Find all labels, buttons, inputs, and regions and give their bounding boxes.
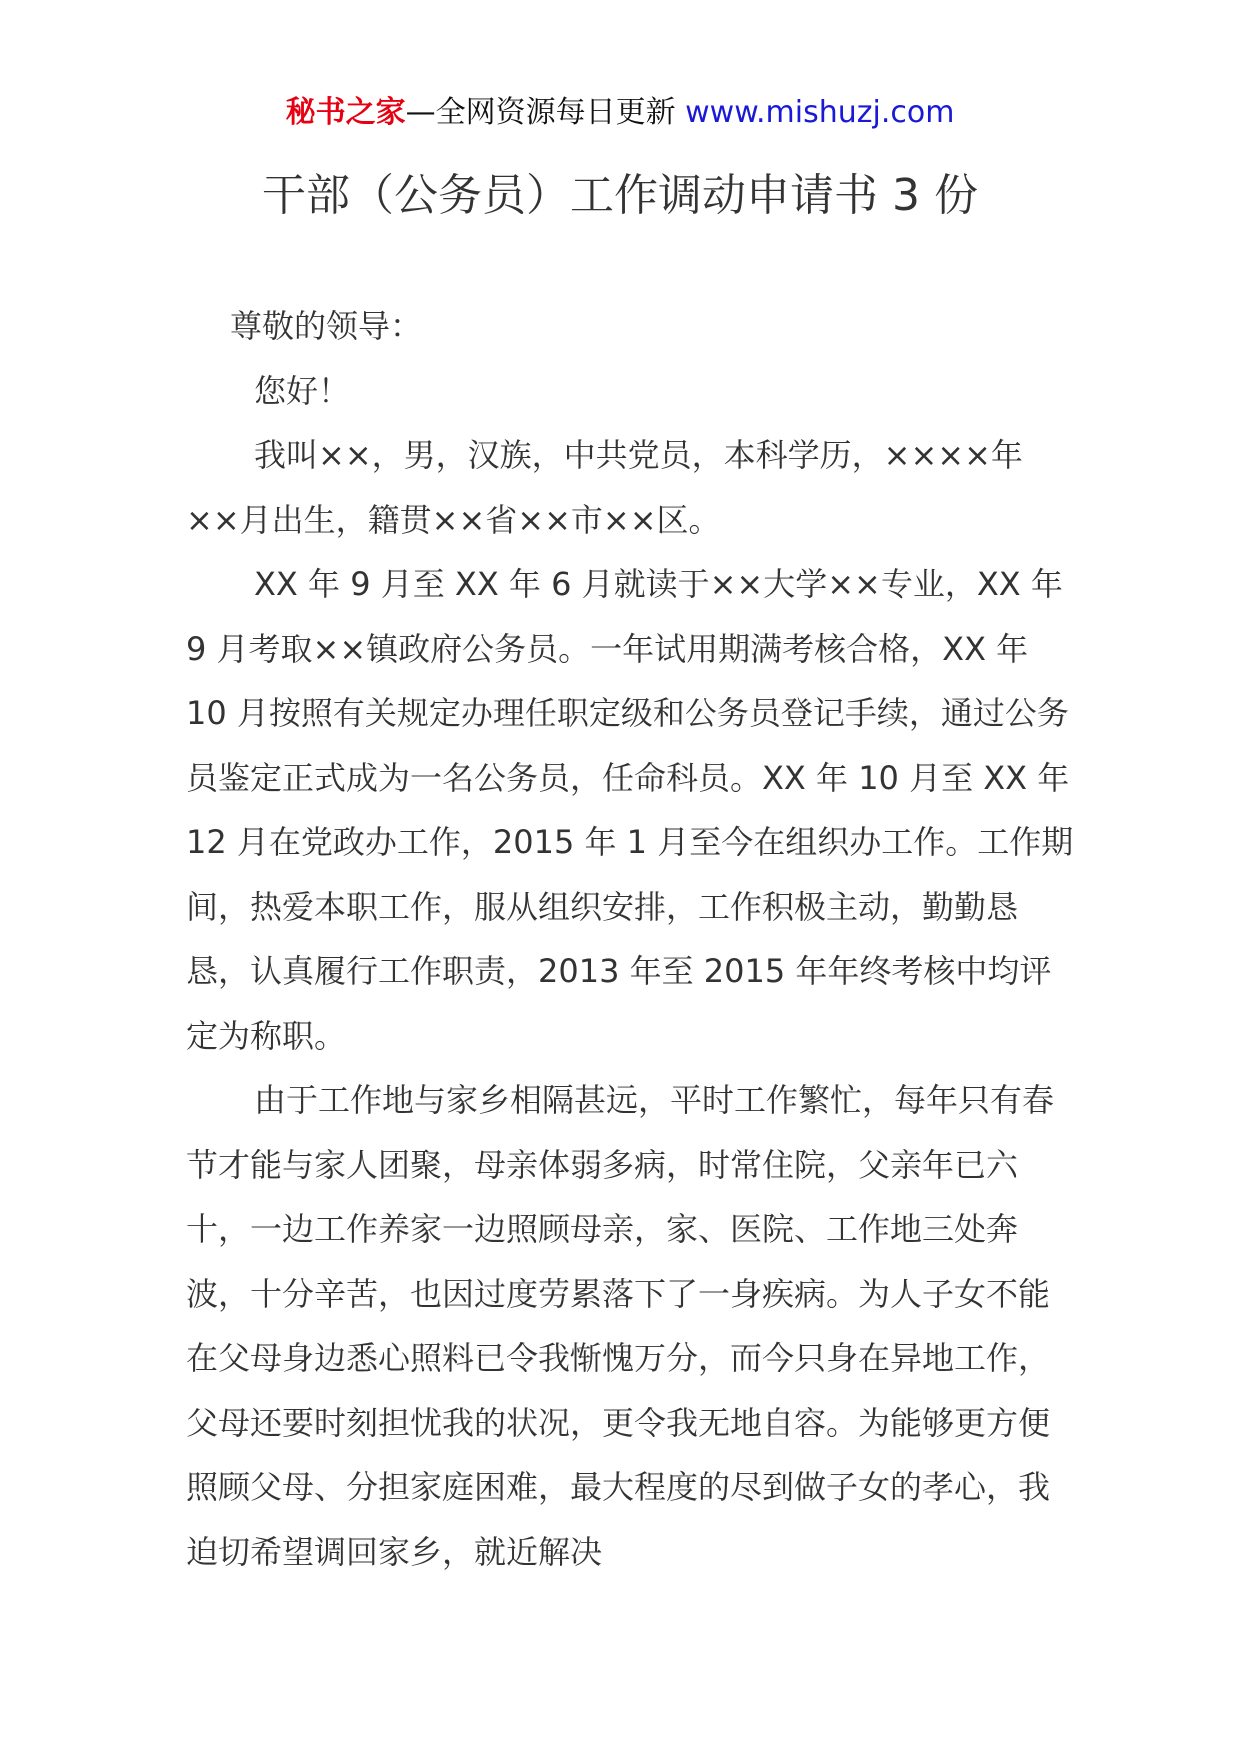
paragraph-personal-info: 我叫××，男，汉族，中共党员，本科学历，××××年××月出生，籍贯××省××市××区。 [186, 436, 1023, 539]
site-brand: 秘书之家 [285, 95, 406, 130]
paragraph-greeting: 您好！ [254, 371, 351, 410]
paragraph-work-history: XX 年 9 月至 XX 年 6 月就读于××大学××专业，XX 年 9 月考取××镇政府公务员。一年试用期满考核合格，XX 年 10 月按照有关规定办理任职定级和公务员登记手续，通过公务员鉴定正式成为一名公务员，任命科员。XX 年 10 月至 XX 年 12 月在党政办工作，2015 年 1 月至今在组织办工作。工作期间，热爱本职工作，服从组织安排，工作积极主动，勤勤恳恳，认真履行工作职责，2013 年至 2015 年年终考核中均评定为称职。 [186, 565, 1074, 1055]
paragraph-transfer-reason: 由于工作地与家乡相隔甚远，平时工作繁忙，每年只有春节才能与家人团聚，母亲体弱多病，时常住院，父亲年已六十，一边工作养家一边照顾母亲，家、医院、工作地三处奔波，十分辛苦，也因过度劳累落下了一身疾病。为人子女不能在父母身边悉心照料已令我惭愧万分，而今只身在异地工作，父母还要时刻担忧我的状况，更令我无地自容。为能够更方便照顾父母、分担家庭困难，最大程度的尽到做子女的孝心，我迫切希望调回家乡，就近解决 [186, 1081, 1055, 1571]
site-header [0, 92, 1240, 134]
site-url-link[interactable]: www.mishuzj.com [685, 95, 955, 130]
document-body [186, 294, 1076, 1584]
document-title: 干部（公务员）工作调动申请书 3 份 [262, 170, 978, 221]
salutation: 尊敬的领导： [230, 307, 423, 345]
site-slogan: —全网资源每日更新 [405, 95, 676, 130]
